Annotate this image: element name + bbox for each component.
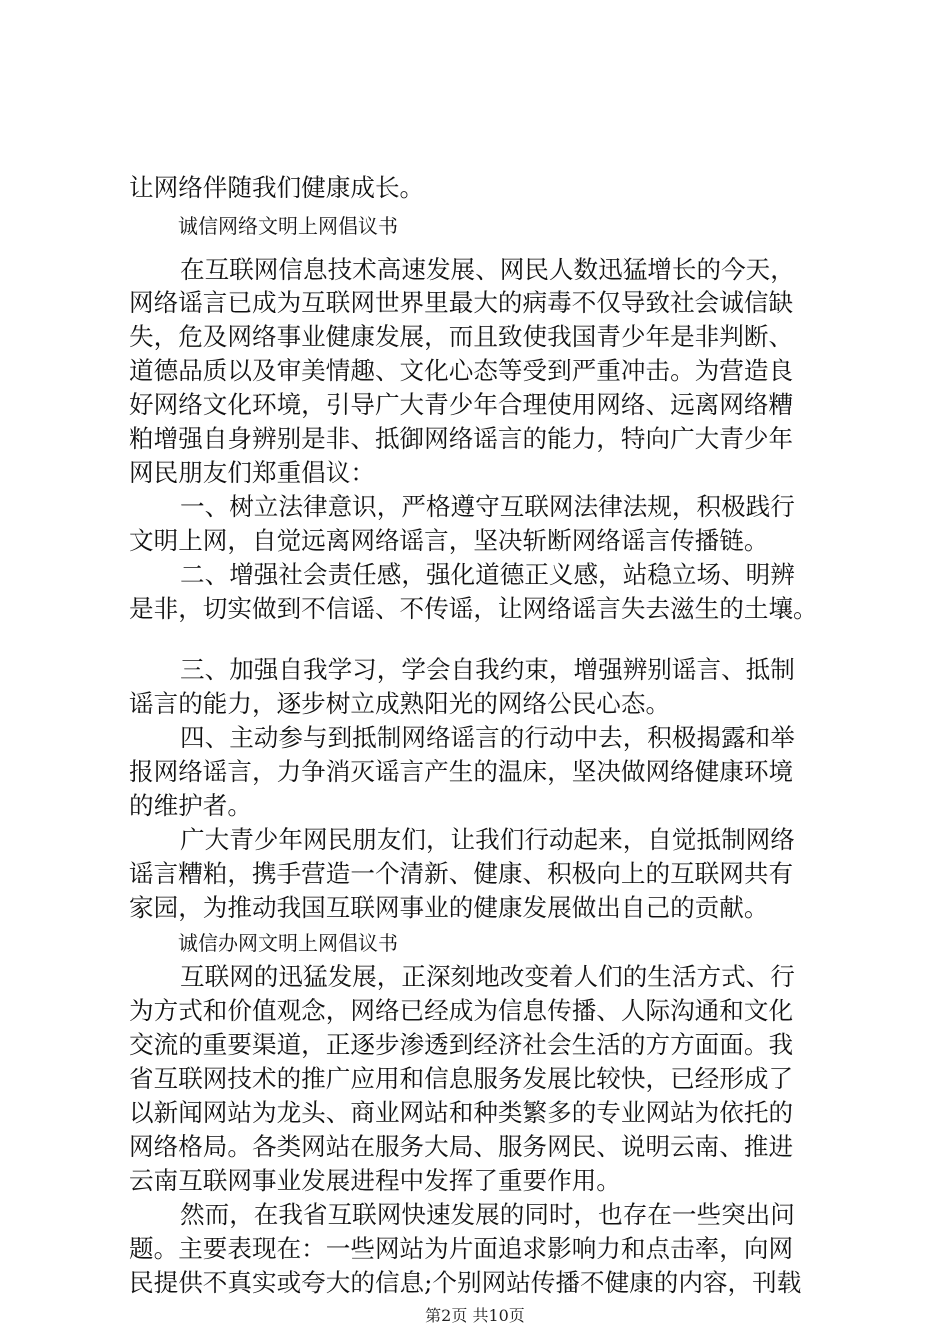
text-line: 一、树立法律意识，严格遵守互联网法律法规，积极践行 [180,492,795,521]
text-line: 互联网的迅猛发展，正深刻地改变着人们的生活方式、行 [180,962,795,991]
text-line: 谣言的能力，逐步树立成熟阳光的网络公民心态。 [129,689,671,718]
text-line: 以新闻网站为龙头、商业网站和种类繁多的专业网站为依托的 [129,1098,794,1127]
text-line: 交流的重要渠道，正逐步渗透到经济社会生活的方方面面。我 [129,1030,794,1059]
text-line: 是非，切实做到不信谣、不传谣，让网络谣言失去滋生的土壤。 [129,594,818,623]
text-line: 好网络文化环境，引导广大青少年合理使用网络、远离网络糟 [129,390,794,419]
text-line: 在互联网信息技术高速发展、网民人数迅猛增长的今天， [180,255,795,284]
text-line: 二、增强社会责任感，强化道德正义感，站稳立场、明辨 [180,560,795,589]
text-line: 四、主动参与到抵制网络谣言的行动中去，积极揭露和举 [180,723,795,752]
text-line: 省互联网技术的推广应用和信息服务发展比较快，已经形成了 [129,1064,794,1093]
text-line: 的维护者。 [129,791,252,820]
section-heading: 诚信网络文明上网倡议书 [178,214,398,238]
text-line: 广大青少年网民朋友们，让我们行动起来，自觉抵制网络 [180,825,795,854]
text-line: 题。主要表现在：一些网站为片面追求影响力和点击率，向网 [129,1234,794,1263]
text-line: 家园，为推动我国互联网事业的健康发展做出自己的贡献。 [129,893,769,922]
text-line: 为方式和价值观念，网络已经成为信息传播、人际沟通和文化 [129,996,794,1025]
text-line: 三、加强自我学习，学会自我约束，增强辨别谣言、抵制 [180,655,795,684]
section-heading: 诚信办网文明上网倡议书 [178,931,398,955]
text-line: 让网络伴随我们健康成长。 [129,173,425,202]
text-line: 网络谣言已成为互联网世界里最大的病毒不仅导致社会诚信缺 [129,288,794,317]
text-line: 失，危及网络事业健康发展，而且致使我国青少年是非判断、 [129,322,794,351]
text-line: 然而，在我省互联网快速发展的同时，也存在一些突出问 [180,1200,795,1229]
text-line: 云南互联网事业发展进程中发挥了重要作用。 [129,1166,621,1195]
text-line: 网络格局。各类网站在服务大局、服务网民、说明云南、推进 [129,1132,794,1161]
text-line: 网民朋友们郑重倡议： [129,458,375,487]
text-line: 报网络谣言，力争消灭谣言产生的温床，坚决做网络健康环境 [129,757,794,786]
text-line: 谣言糟粕，携手营造一个清新、健康、积极向上的互联网共有 [129,859,794,888]
text-line: 民提供不真实或夸大的信息;个别网站传播不健康的内容，刊载 [129,1268,802,1297]
text-line: 道德品质以及审美情趣、文化心态等受到严重冲击。为营造良 [129,356,794,385]
text-line: 粕增强自身辨别是非、抵御网络谣言的能力，特向广大青少年 [129,424,794,453]
text-line: 文明上网，自觉远离网络谣言，坚决斩断网络谣言传播链。 [129,526,769,555]
page-footer: 第2页 共10页 [425,1306,525,1325]
